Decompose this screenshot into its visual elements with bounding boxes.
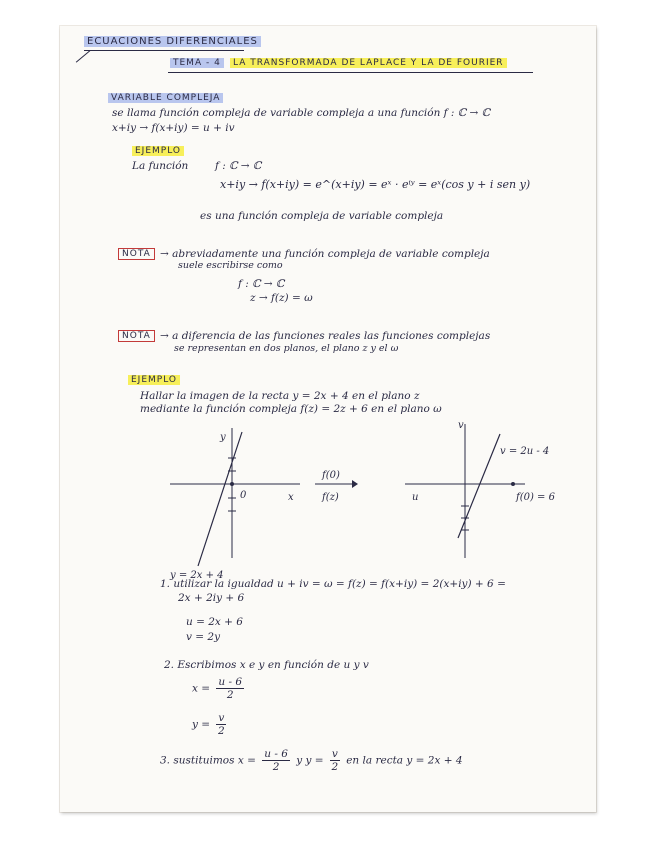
step-3	[160, 748, 463, 773]
step-3-y-fraction	[330, 748, 340, 773]
subject-slash	[76, 50, 90, 62]
ejemplo-2-heading: EJEMPLO	[128, 375, 180, 385]
nota-2-line-2: se representan en dos planos, el plano z y el ω	[174, 343, 399, 354]
nota-1-line-1: → abreviadamente una función compleja de variable compleja	[160, 248, 490, 260]
page-title: LA TRANSFORMADA DE LAPLACE Y LA DE FOURIER	[230, 58, 507, 68]
ejemplo-1-formula: x+iy → f(x+iy) = e^(x+iy) = eˣ · eⁱʸ = eˣ(cos y + i sen y)	[220, 178, 531, 191]
step-3-x-denominator: 2	[272, 761, 280, 773]
x-solution	[192, 676, 247, 701]
ejemplo-2-line-1: Hallar la imagen de la recta y = 2x + 4 en el plano z	[140, 390, 420, 402]
x-solution-lhs: x =	[192, 682, 211, 695]
step-3-x-fraction	[262, 748, 290, 773]
nota-2-line-1: → a diferencia de las funciones reales las funciones complejas	[160, 330, 491, 342]
title-underline	[168, 72, 533, 73]
graphs-area	[60, 418, 596, 581]
y-solution-fraction	[216, 712, 226, 737]
w-plane-line	[458, 434, 500, 538]
nota-1-line-4: z → f(z) = ω	[250, 292, 313, 304]
v-equation: v = 2y	[186, 631, 221, 643]
step-3-part-b: y y =	[296, 754, 324, 767]
mapping-arrow-bottom-label: f(z)	[322, 492, 339, 503]
ejemplo-1-map: f : ℂ → ℂ	[215, 160, 262, 172]
step-2: 2. Escribimos x e y en función de u y v	[164, 659, 369, 671]
step-3-y-numerator: v	[331, 748, 338, 760]
step-3-part-c: en la recta y = 2x + 4	[346, 754, 463, 767]
step-3-x-numerator: u - 6	[264, 748, 288, 760]
mapping-arrow	[315, 470, 358, 503]
y-solution-denominator: 2	[218, 725, 225, 737]
tema-label: TEMA - 4	[170, 58, 224, 68]
z-plane-y-label: y	[220, 432, 226, 443]
mapping-arrow-top-label: f(0)	[322, 470, 340, 481]
definition-line-1: se llama función compleja de variable compleja a una función f : ℂ → ℂ	[112, 107, 490, 119]
w-plane-line-label: v = 2u - 4	[500, 446, 550, 457]
w-plane-v-label: v	[458, 420, 464, 431]
u-equation: u = 2x + 6	[186, 616, 243, 628]
nota-1-label: NOTA	[118, 248, 155, 260]
definition-line-2: x+iy → f(x+iy) = u + iv	[112, 122, 235, 134]
x-solution-denominator: 2	[226, 689, 234, 701]
ejemplo-1-la-funcion: La función	[132, 160, 189, 172]
subject-title: ECUACIONES DIFERENCIALES	[84, 36, 261, 47]
ejemplo-1-heading: EJEMPLO	[132, 146, 184, 156]
subject-underline	[84, 50, 244, 51]
z-plane-origin-label: 0	[240, 490, 247, 501]
nota-1-line-3: f : ℂ → ℂ	[238, 278, 285, 290]
nota-2-label: NOTA	[118, 330, 155, 342]
step-1-line-1: 1. utilizar la igualdad u + iv = ω = f(z) = f(x+iy) = 2(x+iy) + 6 =	[160, 578, 506, 590]
w-plane-u-label: u	[412, 492, 419, 503]
x-solution-fraction	[216, 676, 244, 701]
ejemplo-1-conclusion: es una función compleja de variable compleja	[200, 210, 444, 222]
variable-compleja-heading: VARIABLE COMPLEJA	[108, 93, 223, 103]
x-solution-numerator: u - 6	[218, 676, 243, 688]
z-plane-x-label: x	[288, 492, 294, 503]
z-plane-line-label: y = 2x + 4	[170, 570, 224, 581]
step-3-part-a: 3. sustituimos x =	[160, 754, 256, 767]
y-solution-numerator: v	[218, 712, 225, 724]
y-solution-lhs: y =	[192, 718, 211, 731]
w-plane-graph	[405, 420, 556, 558]
notebook-page	[60, 26, 596, 812]
step-3-y-denominator: 2	[331, 761, 339, 773]
step-1-line-2: 2x + 2iy + 6	[178, 592, 245, 604]
ejemplo-2-line-2: mediante la función compleja f(z) = 2z + 6 en el plano ω	[140, 403, 442, 415]
w-plane-point-label: f(0) = 6	[516, 492, 555, 503]
nota-1-line-2: suele escribirse como	[178, 260, 283, 271]
z-plane-line	[198, 432, 242, 566]
y-solution	[192, 712, 229, 737]
z-plane-graph	[169, 428, 300, 581]
